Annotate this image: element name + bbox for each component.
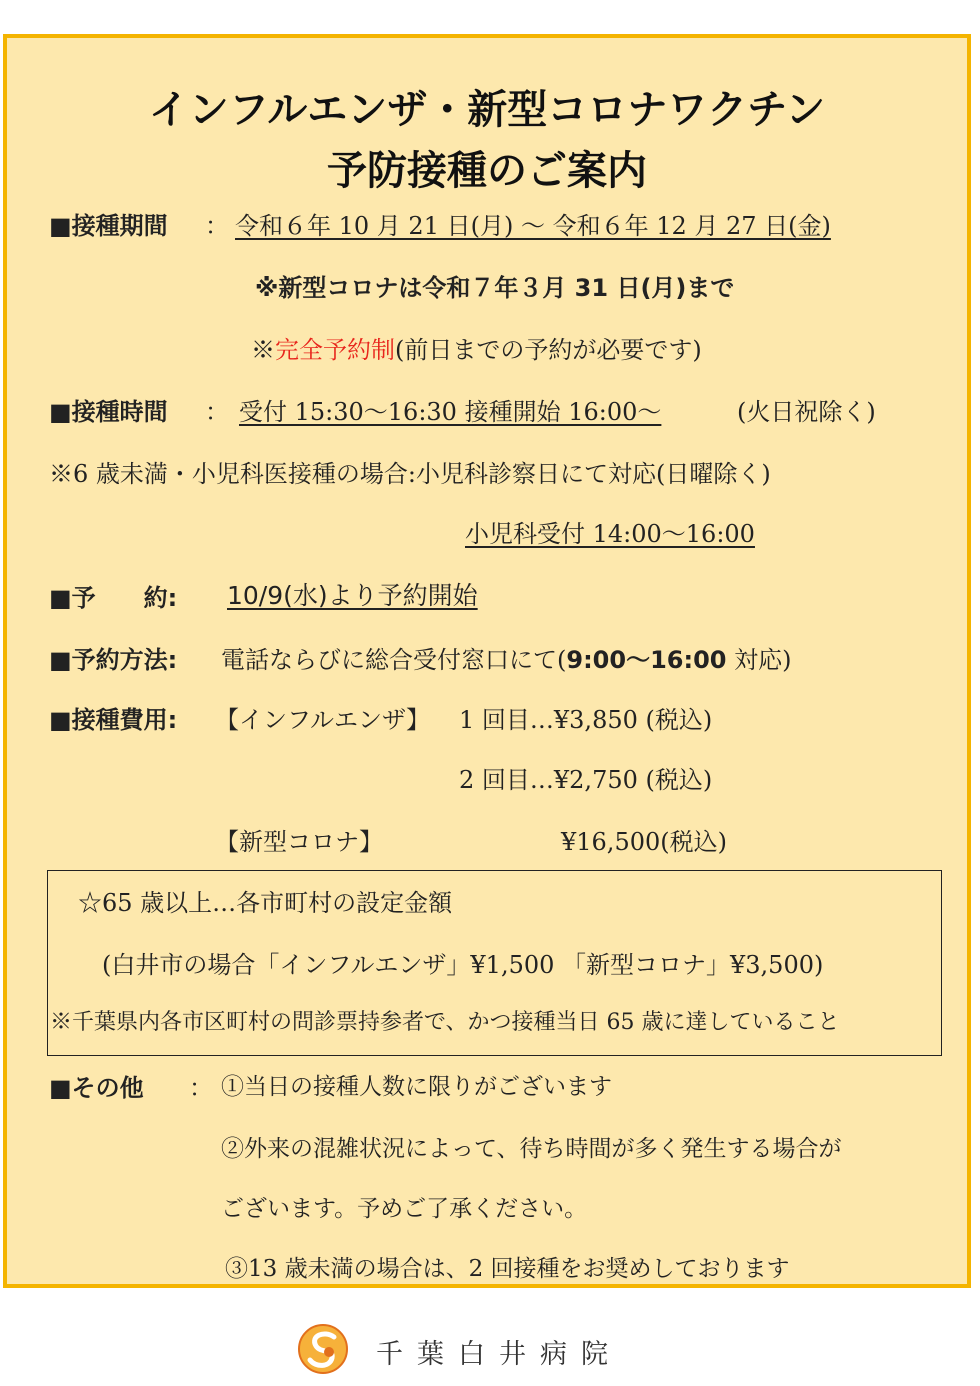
hospital-name: 千葉白井病院 (376, 1338, 622, 1370)
note-mark: ※ (251, 336, 275, 364)
method-hours: 9:00～16:00 (566, 646, 727, 674)
flu-label: 【インフルエンザ】 (215, 706, 431, 734)
time-holiday: (火日祝除く) (737, 398, 876, 426)
other-item-3: ③13 歳未満の場合は、2 回接種をお奨めしております (225, 1256, 790, 1282)
other-label: ■その他 (49, 1074, 144, 1102)
time-colon: ： (205, 398, 229, 426)
hospital-logo-icon (296, 1322, 350, 1380)
covid-price: ¥16,500(税込) (561, 828, 727, 856)
method-suffix: 対応) (734, 646, 792, 674)
elderly-line-2: (白井市の場合「インフルエンザ」¥1,500 「新型コロナ」¥3,500) (102, 951, 824, 979)
title-line-1: インフルエンザ・新型コロナワクチン (148, 87, 826, 133)
reservation-note-rest: (前日までの予約が必要です) (395, 336, 702, 364)
pediatric-note: ※6 歳未満・小児科医接種の場合:小児科診察日にて対応(日曜除く) (49, 460, 771, 488)
flu-second-dose-price: 2 回目…¥2,750 (税込) (459, 766, 713, 794)
other-item-2a: ②外来の混雑状況によって、待ち時間が多く発生する場合が (221, 1136, 842, 1162)
notice-poster (3, 34, 971, 1288)
period-value: 令和６年 10 月 21 日(月) ～ 令和６年 12 月 27 日(金) (235, 212, 831, 240)
covid-label: 【新型コロナ】 (215, 828, 383, 856)
method-label: ■予約方法: (49, 646, 178, 674)
footer (296, 1323, 622, 1379)
fees-label: ■接種費用: (49, 706, 178, 734)
other-item-2b: ございます。予めご了承ください。 (221, 1196, 588, 1222)
covid-period-note: ※新型コロナは令和７年３月 31 日(月)まで (255, 274, 735, 302)
title-line-2: 予防接種のご案内 (327, 148, 647, 194)
time-label: ■接種時間 (49, 398, 168, 426)
elderly-line-1: ☆65 歳以上…各市町村の設定金額 (78, 889, 453, 917)
elderly-fee-box (47, 870, 942, 1056)
full-reservation-text: 完全予約制 (275, 336, 395, 364)
time-value: 受付 15:30～16:30 接種開始 16:00～ (239, 398, 662, 426)
reservation-start: 10/9(水)より予約開始 (227, 581, 478, 610)
period-label: ■接種期間 (49, 212, 168, 240)
other-item-1: ①当日の接種人数に限りがございます (221, 1074, 612, 1100)
elderly-line-3: ※千葉県内各市区町村の問診票持参者で、かつ接種当日 65 歳に達していること (50, 1010, 840, 1035)
period-colon: ： (205, 212, 229, 240)
pediatric-reception: 小児科受付 14:00～16:00 (465, 520, 755, 548)
other-colon: ： (189, 1074, 213, 1102)
reservation-required-note (251, 330, 702, 365)
reservation-label: ■予 約: (49, 584, 178, 612)
method-value (221, 640, 791, 675)
flu-first-dose-price: 1 回目…¥3,850 (税込) (459, 706, 713, 734)
method-prefix: 電話ならびに総合受付窓口にて( (221, 646, 567, 674)
